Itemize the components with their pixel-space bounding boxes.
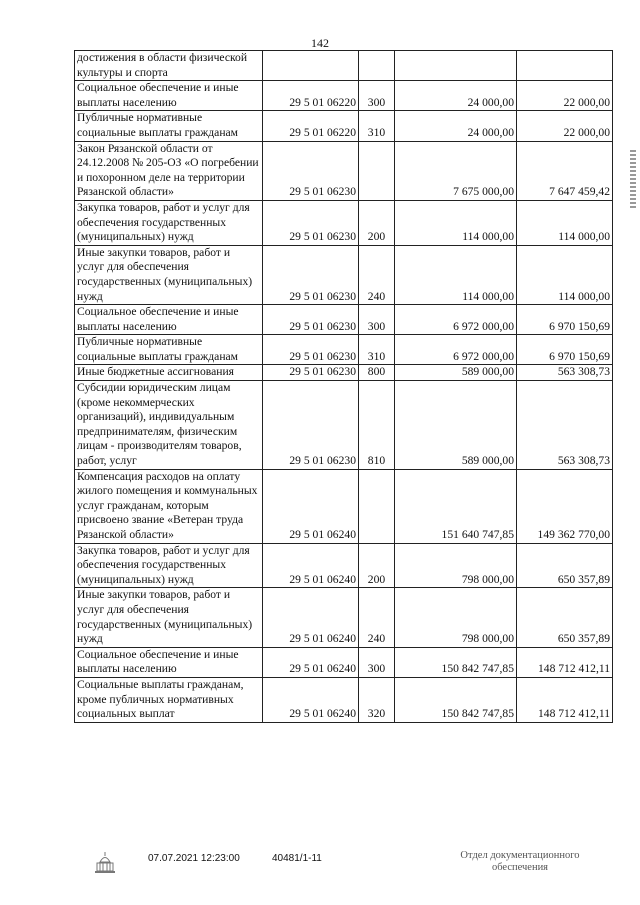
row-expense-type: 320 bbox=[359, 677, 395, 722]
row-code: 29 5 01 06230 bbox=[263, 365, 359, 381]
table-row bbox=[75, 305, 613, 335]
row-plan-amount: 798 000,00 bbox=[395, 588, 517, 647]
footer-department-stamp bbox=[440, 850, 600, 874]
row-name: Социальное обеспечение и иные выплаты населению bbox=[75, 647, 263, 677]
row-name: Публичные нормативные социальные выплаты гражданам bbox=[75, 335, 263, 365]
row-fact-amount: 6 970 150,69 bbox=[517, 335, 613, 365]
row-name: Закон Рязанской области от 24.12.2008 № 205-ОЗ «О погребении и похоронном деле на территории Рязанской области» bbox=[75, 141, 263, 200]
row-fact-amount: 563 308,73 bbox=[517, 381, 613, 470]
table-row bbox=[75, 111, 613, 141]
table-row bbox=[75, 543, 613, 588]
row-name: Социальное обеспечение и иные выплаты населению bbox=[75, 81, 263, 111]
row-name: Иные закупки товаров, работ и услуг для обеспечения государственных (муниципальных) нужд bbox=[75, 588, 263, 647]
row-code: 29 5 01 06230 bbox=[263, 245, 359, 304]
row-plan-amount: 7 675 000,00 bbox=[395, 141, 517, 200]
table-row bbox=[75, 677, 613, 722]
table-row bbox=[75, 141, 613, 200]
row-fact-amount: 114 000,00 bbox=[517, 245, 613, 304]
footer bbox=[0, 850, 640, 900]
row-expense-type bbox=[359, 469, 395, 543]
row-plan-amount: 150 842 747,85 bbox=[395, 647, 517, 677]
budget-table bbox=[74, 50, 613, 723]
row-code: 29 5 01 06220 bbox=[263, 111, 359, 141]
table-row bbox=[75, 200, 613, 245]
row-code: 29 5 01 06220 bbox=[263, 81, 359, 111]
table-row bbox=[75, 81, 613, 111]
row-plan-amount: 150 842 747,85 bbox=[395, 677, 517, 722]
table-row bbox=[75, 245, 613, 304]
row-code: 29 5 01 06240 bbox=[263, 543, 359, 588]
row-expense-type: 300 bbox=[359, 81, 395, 111]
row-expense-type: 800 bbox=[359, 365, 395, 381]
row-plan-amount bbox=[395, 51, 517, 81]
row-fact-amount: 650 357,89 bbox=[517, 588, 613, 647]
row-name: Закупка товаров, работ и услуг для обеспечения государственных (муниципальных) нужд bbox=[75, 200, 263, 245]
row-name: Компенсация расходов на оплату жилого помещения и коммунальных услуг гражданам, которым присвоено звание «Ветеран труда Рязанской области» bbox=[75, 469, 263, 543]
row-code: 29 5 01 06230 bbox=[263, 335, 359, 365]
row-name: Субсидии юридическим лицам (кроме некоммерческих организаций), индивидуальным предпринимателям, физическим лицам - производителям товаров, работ, услуг bbox=[75, 381, 263, 470]
row-fact-amount: 148 712 412,11 bbox=[517, 647, 613, 677]
row-expense-type: 240 bbox=[359, 245, 395, 304]
row-code: 29 5 01 06240 bbox=[263, 588, 359, 647]
row-name: Социальные выплаты гражданам, кроме публичных нормативных социальных выплат bbox=[75, 677, 263, 722]
row-plan-amount: 589 000,00 bbox=[395, 365, 517, 381]
row-name: Социальное обеспечение и иные выплаты населению bbox=[75, 305, 263, 335]
row-expense-type: 240 bbox=[359, 588, 395, 647]
row-code: 29 5 01 06240 bbox=[263, 647, 359, 677]
table-row bbox=[75, 381, 613, 470]
row-fact-amount: 148 712 412,11 bbox=[517, 677, 613, 722]
row-plan-amount: 24 000,00 bbox=[395, 111, 517, 141]
row-expense-type: 300 bbox=[359, 305, 395, 335]
footer-datetime: 07.07.2021 12:23:00 bbox=[148, 853, 240, 864]
table-row bbox=[75, 588, 613, 647]
footer-dept-line1: Отдел документационного bbox=[460, 850, 580, 861]
row-code bbox=[263, 51, 359, 81]
row-plan-amount: 6 972 000,00 bbox=[395, 305, 517, 335]
row-name: Публичные нормативные социальные выплаты гражданам bbox=[75, 111, 263, 141]
table-row bbox=[75, 51, 613, 81]
row-fact-amount: 7 647 459,42 bbox=[517, 141, 613, 200]
row-name: Иные бюджетные ассигнования bbox=[75, 365, 263, 381]
row-fact-amount: 650 357,89 bbox=[517, 543, 613, 588]
row-fact-amount bbox=[517, 51, 613, 81]
row-fact-amount: 22 000,00 bbox=[517, 111, 613, 141]
row-plan-amount: 589 000,00 bbox=[395, 381, 517, 470]
row-expense-type bbox=[359, 51, 395, 81]
row-plan-amount: 24 000,00 bbox=[395, 81, 517, 111]
footer-doc-number: 40481/1-11 bbox=[272, 853, 322, 864]
row-fact-amount: 6 970 150,69 bbox=[517, 305, 613, 335]
row-code: 29 5 01 06240 bbox=[263, 677, 359, 722]
row-code: 29 5 01 06230 bbox=[263, 305, 359, 335]
row-expense-type: 200 bbox=[359, 543, 395, 588]
row-fact-amount: 114 000,00 bbox=[517, 200, 613, 245]
scan-edge-mark bbox=[630, 150, 636, 210]
row-fact-amount: 22 000,00 bbox=[517, 81, 613, 111]
table-row bbox=[75, 335, 613, 365]
row-expense-type: 200 bbox=[359, 200, 395, 245]
row-expense-type: 810 bbox=[359, 381, 395, 470]
row-plan-amount: 114 000,00 bbox=[395, 245, 517, 304]
row-code: 29 5 01 06230 bbox=[263, 141, 359, 200]
duma-building-icon bbox=[92, 850, 118, 876]
row-plan-amount: 151 640 747,85 bbox=[395, 469, 517, 543]
row-expense-type bbox=[359, 141, 395, 200]
row-expense-type: 310 bbox=[359, 111, 395, 141]
row-expense-type: 300 bbox=[359, 647, 395, 677]
row-expense-type: 310 bbox=[359, 335, 395, 365]
row-plan-amount: 6 972 000,00 bbox=[395, 335, 517, 365]
row-fact-amount: 563 308,73 bbox=[517, 365, 613, 381]
table-row bbox=[75, 647, 613, 677]
table-row bbox=[75, 469, 613, 543]
row-name: достижения в области физической культуры и спорта bbox=[75, 51, 263, 81]
footer-dept-line2: обеспечения bbox=[491, 862, 549, 873]
row-name: Закупка товаров, работ и услуг для обеспечения государственных (муниципальных) нужд bbox=[75, 543, 263, 588]
row-fact-amount: 149 362 770,00 bbox=[517, 469, 613, 543]
table-row bbox=[75, 365, 613, 381]
row-plan-amount: 798 000,00 bbox=[395, 543, 517, 588]
row-code: 29 5 01 06230 bbox=[263, 381, 359, 470]
row-code: 29 5 01 06230 bbox=[263, 200, 359, 245]
row-name: Иные закупки товаров, работ и услуг для обеспечения государственных (муниципальных) нужд bbox=[75, 245, 263, 304]
page-number: 142 bbox=[311, 36, 329, 50]
row-plan-amount: 114 000,00 bbox=[395, 200, 517, 245]
row-code: 29 5 01 06240 bbox=[263, 469, 359, 543]
